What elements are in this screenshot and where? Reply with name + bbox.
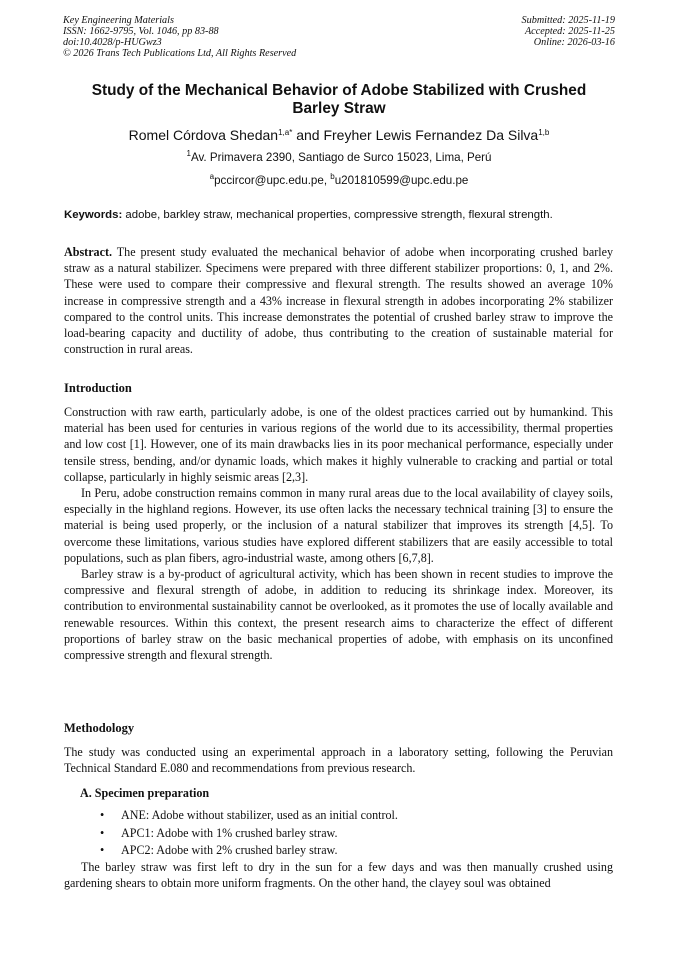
methodology-paragraph-2: The barley straw was first left to dry in the sun for a few days and was then manually crushed using gardening shears to obtain more uniform fragments. On the other hand, the clayey soul was obtained [64, 860, 613, 891]
introduction-paragraph-2: In Peru, adobe construction remains common in many rural areas due to the local availability of clayey soils, especially in the highland regions. However, its use often lacks the necessary technical training [3] to ensure the material is being used properly, or the inclusion of a natural stabilizer that improves its strength [4,5]. To overcome these limitations, various studies have explored different stabilizers that are easily accessible to total populations, such as plan fibers, agro-industrial waste, among others [6,7,8]. [64, 486, 613, 565]
methodology-heading: Methodology [64, 721, 135, 735]
list-item [100, 842, 398, 860]
paper-title-line-1: Study of the Mechanical Behavior of Adobe Stabilized with Crushed [91, 82, 587, 99]
specimen-list [100, 807, 398, 860]
methodology-paragraph-1: The study was conducted using an experimental approach in a laboratory setting, following the Peruvian Technical Standard E.080 and recommendations from previous research. [64, 745, 613, 776]
author-joiner: and [292, 127, 324, 143]
list-item-text: APC2: Adobe with 2% crushed barley straw. [121, 843, 338, 857]
author-emails [40, 174, 638, 188]
paper-title-line-2: Barley Straw [292, 100, 386, 117]
methodology-continued [64, 859, 613, 891]
list-item [100, 825, 398, 843]
journal-copyright: © 2026 Trans Tech Publications Ltd, All Rights Reserved [63, 48, 297, 59]
list-item-text: ANE: Adobe without stabilizer, used as an initial control. [121, 808, 398, 822]
author-1: Romel Córdova Shedan [128, 127, 279, 143]
specimen-preparation-heading: A. Specimen preparation [80, 786, 210, 800]
affiliation-mark: 1 [186, 149, 191, 158]
introduction-paragraph-3: Barley straw is a by-product of agricultural activity, which has been shown in recent studies to improve the compressive and flexural strength of adobe, in addition to reducing its shrinkage index. Moreover, its contribution to environmental sustainability cannot be overlooked, as it promotes the use of locally available and renewable resources. Within this context, the present research aims to characterize the effect of different proportions of barley straw on the basic mechanical properties of adobe, with emphasis on its unconfined compressive strength and flexural strength. [64, 567, 613, 663]
author-2-affiliation-mark: 1,b [538, 128, 550, 137]
bullet-icon: • [100, 843, 105, 857]
date-accepted: Accepted: 2025-11-25 [524, 26, 615, 37]
email-b[interactable]: u201810599@upc.edu.pe [334, 174, 469, 187]
introduction-heading: Introduction [64, 381, 132, 395]
affiliation [40, 151, 638, 165]
keywords-text: adobe, barkley straw, mechanical properties, compressive strength, flexural strength. [122, 209, 553, 221]
list-item [100, 807, 398, 825]
journal-name: Key Engineering Materials [63, 15, 174, 26]
affiliation-address: Av. Primavera 2390, Santiago de Surco 15023, Lima, Perú [190, 151, 492, 164]
date-online: Online: 2026-03-16 [533, 37, 615, 48]
journal-issn: ISSN: 1662-9795, Vol. 1046, pp 83-88 [63, 26, 219, 37]
email-a-mark: a [209, 172, 215, 181]
keywords-label: Keywords: [64, 209, 123, 221]
email-a[interactable]: pccircor@upc.edu.pe, [214, 174, 331, 187]
publication-dates [522, 15, 615, 48]
abstract-label: Abstract. [64, 245, 113, 259]
paper-title [40, 82, 638, 118]
journal-doi[interactable]: doi:10.4028/p-HUGwz3 [63, 37, 162, 48]
email-b-mark: b [330, 172, 335, 181]
list-item-text: APC1: Adobe with 1% crushed barley straw. [121, 825, 338, 840]
bullet-icon: • [100, 825, 105, 840]
date-submitted: Submitted: 2025-11-19 [521, 15, 615, 26]
journal-info [63, 15, 296, 59]
introduction-paragraph-1: Construction with raw earth, particularly adobe, is one of the oldest practices carried out by humankind. This material has been used for centuries in various regions of the world due to its accessibility, thermal properties and low cost [1]. However, one of its main drawbacks lies in its poor mechanical performance, especially under tensile stress, bending, and/or dynamic loads, which makes it highly vulnerable to cracking and partial or total collapse, particularly in highly seismic areas [2,3]. [64, 405, 613, 484]
bullet-icon: • [100, 808, 105, 822]
author-list [40, 127, 638, 144]
keywords [64, 208, 638, 222]
author-1-affiliation-mark: 1,a* [278, 128, 293, 137]
abstract [64, 244, 613, 357]
author-2: Freyher Lewis Fernandez Da Silva [323, 127, 539, 143]
introduction-section [64, 404, 613, 663]
methodology-intro [64, 744, 613, 776]
abstract-text: The present study evaluated the mechanical behavior of adobe when incorporating crushed barley straw as a natural stabilizer. Specimens were prepared with three different stabilizer proportions: 0, 1, and 2%. These were used to compare their compressive and flexural strength. The results showed an average 10% increase in compressive strength and a 43% increase in flexural strength in adobes incorporating 2% stabilizer compared to the control units. This increase demonstrates the potential of crushed barley straw to improve the load-bearing capacity and ductility of adobe, thus contributing to the creation of sustainable material for construction in rural areas. [64, 245, 613, 357]
